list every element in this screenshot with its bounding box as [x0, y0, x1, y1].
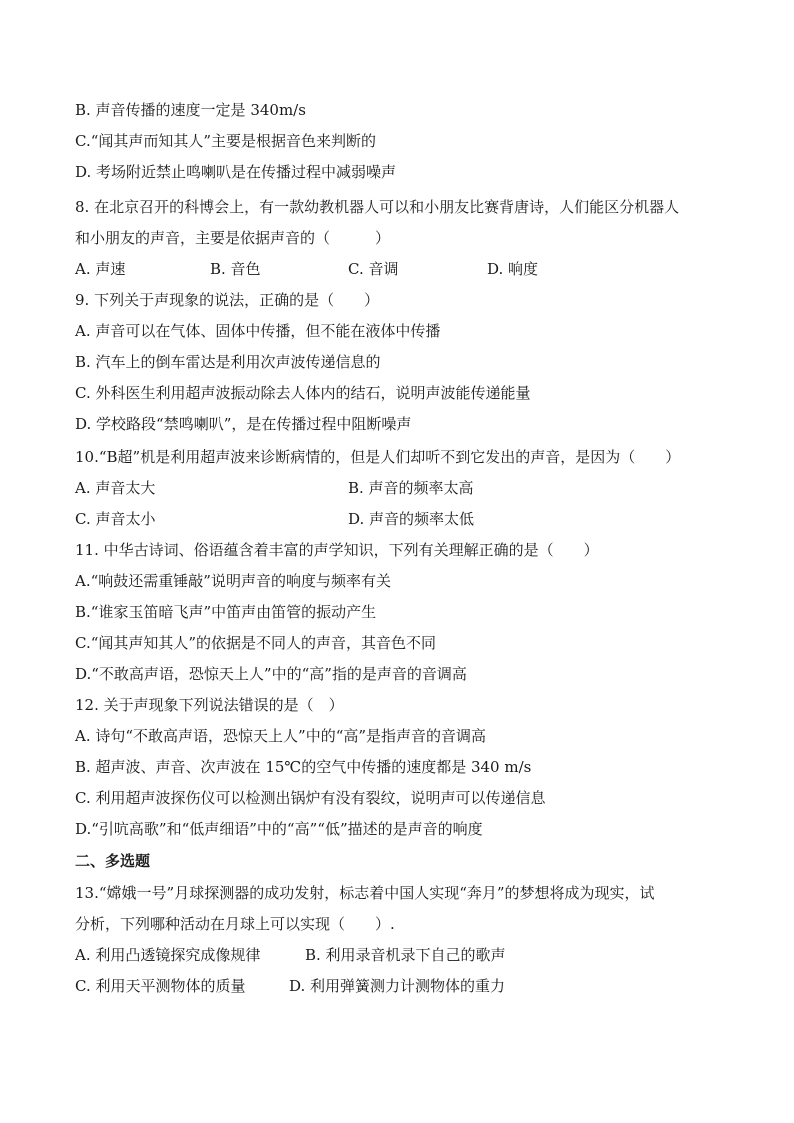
q11-option-b: B.“谁家玉笛暗飞声”中笛声由笛管的振动产生 — [75, 603, 377, 621]
q8-option-c: C. 音调 — [348, 260, 399, 278]
section-heading: 二、多选题 — [75, 852, 151, 870]
q9-option-c: C. 外科医生利用超声波振动除去人体内的结石，说明声波能传递能量 — [75, 384, 531, 402]
q13-option-a: A. 利用凸透镜探究成像规律 — [75, 946, 261, 964]
q10-option-b: B. 声音的频率太高 — [348, 479, 474, 497]
q9-option-d: D. 学校路段“禁鸣喇叭”，是在传播过程中阻断噪声 — [75, 415, 412, 433]
q9-option-a: A. 声音可以在气体、固体中传播，但不能在液体中传播 — [75, 322, 441, 340]
q13-option-d: D. 利用弹簧测力计测物体的重力 — [289, 977, 506, 995]
q8-stem-line2: 和小朋友的声音，主要是依据声音的（ ） — [75, 229, 391, 247]
q8-option-d: D. 响度 — [487, 260, 539, 278]
q7-option-d: D. 考场附近禁止鸣喇叭是在传播过程中减弱噪声 — [75, 163, 397, 181]
q13-option-b: B. 利用录音机录下自己的歌声 — [305, 946, 506, 964]
q10-option-d: D. 声音的频率太低 — [348, 510, 475, 528]
q9-option-b: B. 汽车上的倒车雷达是利用次声波传递信息的 — [75, 353, 381, 371]
q12-stem: 12. 关于声现象下列说法错误的是（ ） — [75, 696, 344, 714]
q11-option-d: D.“不敢高声语，恐惊天上人”中的“高”指的是声音的音调高 — [75, 665, 467, 683]
q13-stem-line2: 分析，下列哪种活动在月球上可以实现（ ）. — [75, 915, 395, 933]
q12-option-c: C. 利用超声波探伤仪可以检测出锅炉有没有裂纹，说明声可以传递信息 — [75, 789, 546, 807]
q8-option-a: A. 声速 — [75, 260, 126, 278]
q10-option-c: C. 声音太小 — [75, 510, 156, 528]
q11-option-a: A.“响鼓还需重锤敲”说明声音的响度与频率有关 — [75, 572, 391, 590]
q12-option-b: B. 超声波、声音、次声波在 15℃的空气中传播的速度都是 340 m/s — [75, 758, 532, 776]
q10-option-a: A. 声音太大 — [75, 479, 156, 497]
q8-option-b: B. 音色 — [210, 260, 261, 278]
q7-option-b: B. 声音传播的速度一定是 340m/s — [75, 101, 306, 119]
q12-option-a: A. 诗句“不敢高声语，恐惊天上人”中的“高”是指声音的音调高 — [75, 727, 487, 745]
q8-stem-line1: 8. 在北京召开的科博会上，有一款幼教机器人可以和小朋友比赛背唐诗，人们能区分机器人 — [75, 198, 680, 216]
q11-stem: 11. 中华古诗词、俗语蕴含着丰富的声学知识，下列有关理解正确的是（ ） — [75, 541, 599, 559]
q10-stem: 10.“B超”机是利用超声波来诊断病情的，但是人们却听不到它发出的声音，是因为（ ） — [75, 448, 681, 466]
q13-stem-line1: 13.“嫦娥一号”月球探测器的成功发射，标志着中国人实现“奔月”的梦想将成为现实，试 — [75, 884, 655, 902]
q7-option-c: C.“闻其声而知其人”主要是根据音色来判断的 — [75, 132, 377, 150]
q12-option-d: D.“引吭高歌”和“低声细语”中的“高”“低”描述的是声音的响度 — [75, 820, 483, 838]
q11-option-c: C.“闻其声知其人”的依据是不同人的声音，其音色不同 — [75, 634, 437, 652]
q9-stem: 9. 下列关于声现象的说法，正确的是（ ） — [75, 291, 380, 309]
q13-option-c: C. 利用天平测物体的质量 — [75, 977, 246, 995]
